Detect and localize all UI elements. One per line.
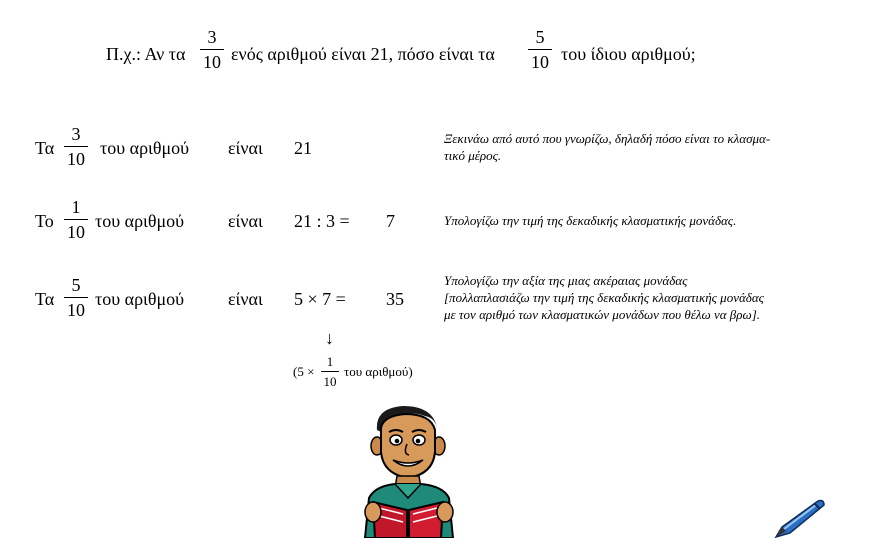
aside-fraction: 1 10 (321, 354, 339, 389)
question-suffix: του ίδιου αριθμού; (561, 44, 696, 64)
row-of-number: του αριθμού (95, 211, 185, 231)
row-article: Τα (35, 289, 55, 309)
pen-icon (770, 497, 828, 538)
boy-reading-icon (355, 402, 465, 538)
row-expression: 21 (294, 138, 312, 158)
row-note: Υπολογίζω την τιμή της δεκαδικής κλασματικής μονάδας. (444, 213, 737, 228)
question-fraction-2: 5 10 (528, 27, 552, 72)
row-of-number: του αριθμού (100, 138, 190, 158)
question-prefix: Π.χ.: Αν τα (106, 44, 186, 64)
row-result: 7 (386, 211, 395, 231)
down-arrow-icon: ↓ (325, 328, 334, 348)
row-expression: 21 : 3 = (294, 211, 350, 231)
row-article: Το (35, 211, 54, 231)
aside-open: (5 × (293, 364, 315, 379)
row-verb: είναι (228, 211, 263, 231)
row-verb: είναι (228, 289, 263, 309)
question-middle: ενός αριθμού είναι 21, πόσο είναι τα (231, 44, 495, 64)
aside-close: του αριθμού) (344, 364, 413, 379)
row-expression: 5 × 7 = (294, 289, 346, 309)
row-of-number: του αριθμού (95, 289, 185, 309)
question-fraction-1: 3 10 (200, 27, 224, 72)
row-verb: είναι (228, 138, 263, 158)
row-fraction: 5 10 (64, 275, 88, 320)
row-result: 35 (386, 289, 404, 309)
row-fraction: 3 10 (64, 124, 88, 169)
row-fraction: 1 10 (64, 197, 88, 242)
row-article: Τα (35, 138, 55, 158)
row-note: Ξεκινάω από αυτό που γνωρίζω, δηλαδή πόσο είναι το κλασμα- τικό μέρος. (444, 131, 771, 163)
row-note: Υπολογίζω την αξία της μιας ακέραιας μονάδας [πολλαπλασιάζω την τιμή της δεκαδικής κλασματικής μονάδας με τον αριθμό των κλασματικών μονάδων που θέλω να βρω]. (444, 273, 764, 322)
